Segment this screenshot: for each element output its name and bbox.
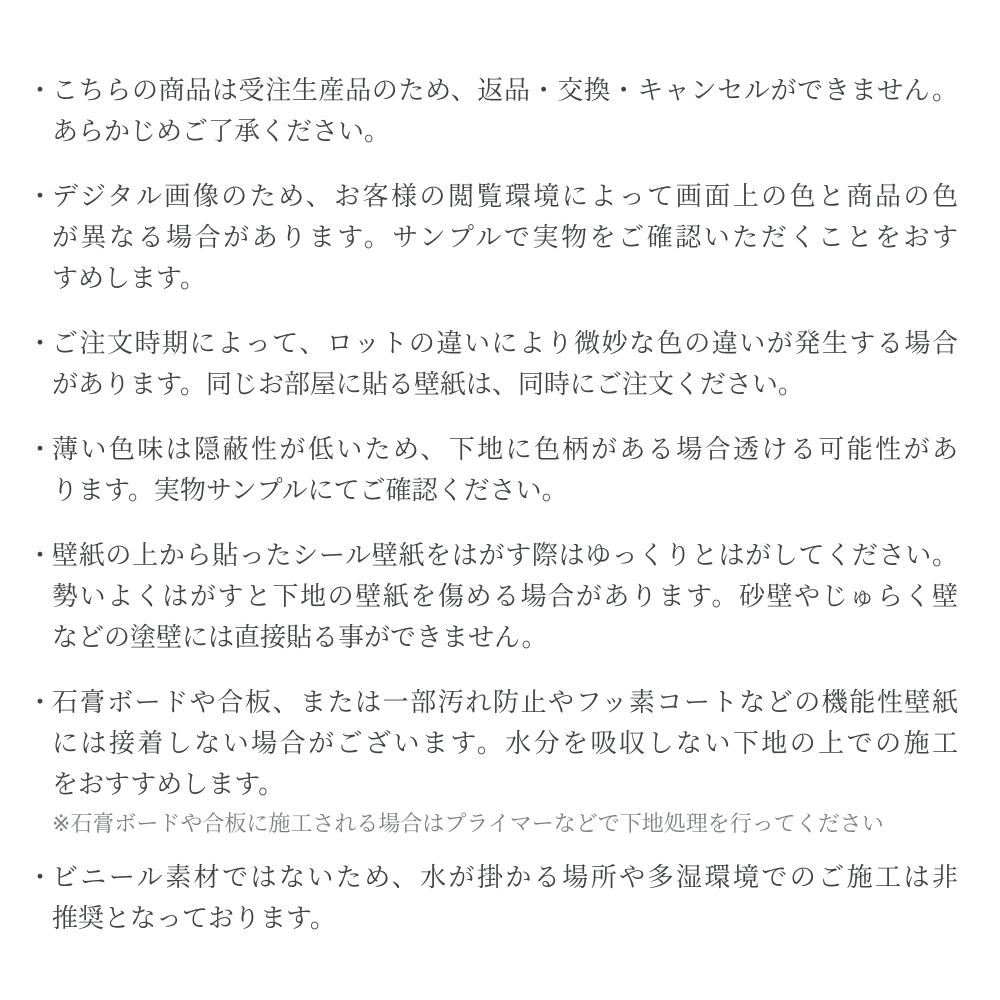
- bullet-marker: ・: [27, 434, 54, 464]
- note-line: をおすすめします。: [52, 769, 285, 799]
- note-line: デジタル画像のため、お客様の閲覧環境によって画面上の色と商品の色: [52, 181, 958, 211]
- note-line: ります。実物サンプルにてご確認ください。: [52, 475, 568, 505]
- note-line: には接着しない場合がございます。水分を吸収しない下地の上での施工: [52, 728, 958, 758]
- note-line: あらかじめご了承ください。: [52, 116, 391, 146]
- list-item: [27, 176, 980, 299]
- bullet-marker: ・: [27, 181, 54, 211]
- note-line: こちらの商品は受注生産品のため、返品・交換・キャンセルができません。: [52, 75, 958, 105]
- note-line: 推奨となっております。: [52, 903, 336, 933]
- list-item: [27, 857, 980, 939]
- note-line: があります。同じお部屋に貼る壁紙は、同時にご注文ください。: [52, 369, 804, 399]
- note-paragraph: [52, 323, 958, 405]
- note-line: 壁紙の上から貼ったシール壁紙をはがす際はゆっくりとはがしてください。: [52, 540, 958, 570]
- note-line: などの塗壁には直接貼る事ができません。: [52, 622, 548, 652]
- bullet-marker: ・: [27, 862, 54, 892]
- note-line: が異なる場合があります。サンプルで実物をご確認いただくことをおす: [52, 222, 958, 252]
- list-item: [27, 429, 980, 511]
- list-item: [27, 323, 980, 405]
- note-paragraph: [52, 857, 958, 939]
- bullet-marker: ・: [27, 328, 54, 358]
- note-paragraph: [52, 429, 958, 511]
- note-line: 石膏ボードや合板、または一部汚れ防止やフッ素コートなどの機能性壁紙: [52, 687, 958, 717]
- list-item: [27, 682, 980, 836]
- list-item: [27, 70, 980, 152]
- note-line: ビニール素材ではないため、水が掛かる場所や多湿環境でのご施工は非: [52, 862, 958, 892]
- note-paragraph: [52, 535, 958, 658]
- bullet-marker: ・: [27, 687, 54, 717]
- bullet-marker: ・: [27, 75, 54, 105]
- note-line: ご注文時期によって、ロットの違いにより微妙な色の違いが発生する場合: [52, 328, 958, 358]
- note-paragraph: [52, 682, 958, 836]
- note-paragraph: [52, 176, 958, 299]
- primer-subnote: ※石膏ボードや合板に施工される場合はプライマーなどで下地処理を行ってください: [52, 811, 884, 836]
- note-line: すめします。: [52, 263, 206, 293]
- note-line: 勢いよくはがすと下地の壁紙を傷める場合があります。砂壁やじゅらく壁: [52, 581, 958, 611]
- note-paragraph: [52, 70, 958, 152]
- note-line: 薄い色味は隠蔽性が低いため、下地に色柄がある場合透ける可能性があ: [52, 434, 958, 464]
- list-item: [27, 535, 980, 658]
- bullet-marker: ・: [27, 540, 54, 570]
